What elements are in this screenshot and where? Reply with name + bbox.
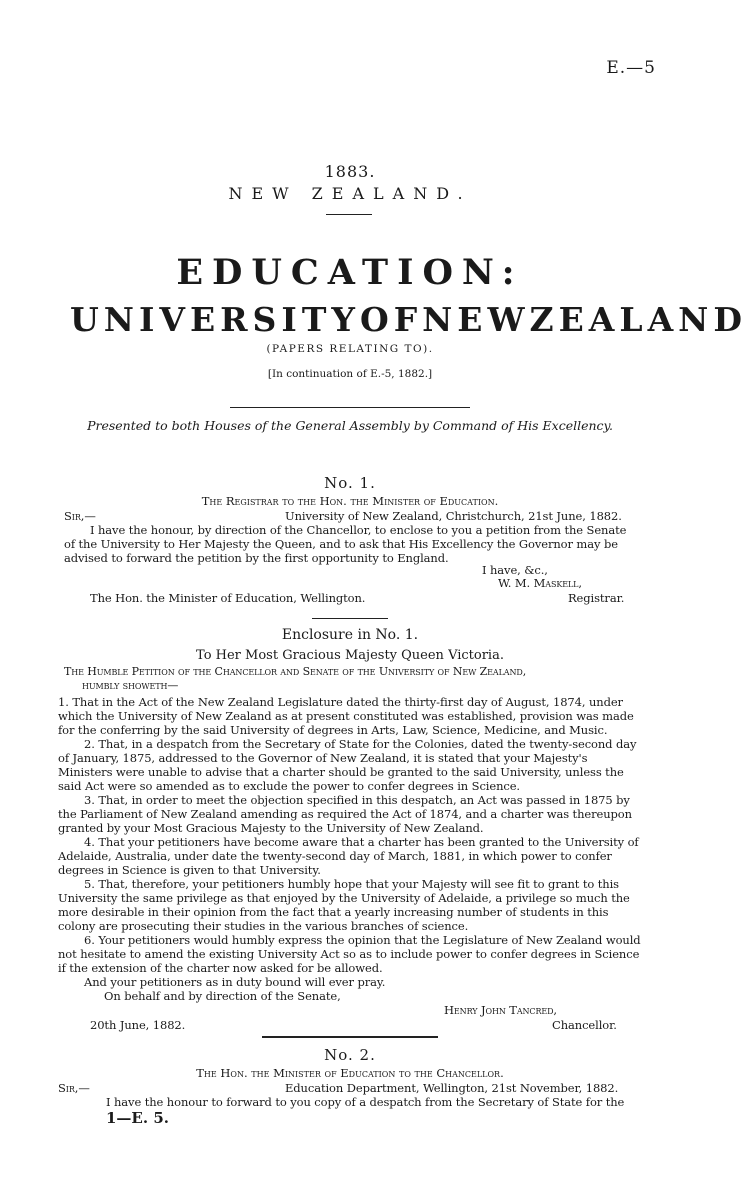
petition-line-1: 1. That in the Act of the New Zealand Legislature dated the thirty-first day of August, 1874, under [58, 695, 623, 709]
enclosure-to: To Her Most Gracious Majesty Queen Victoria. [196, 648, 504, 663]
petition-line-10: granted by your Most Gracious Majesty to the University of New Zealand. [58, 821, 484, 835]
petition-line-17: colony are prosecuting their studies in the various branches of science. [58, 919, 469, 933]
main-title: EDUCATION: [176, 252, 524, 293]
petition-signer-title: Chancellor. [552, 1018, 617, 1032]
title-rule [326, 214, 372, 215]
continuation-note: [In continuation of E.-5, 1882.] [267, 368, 433, 380]
no2-heading: No. 2. [324, 1046, 376, 1064]
no1-closing: I have, &c., [482, 563, 548, 577]
no1-salutation: Sir,— [64, 509, 96, 523]
petition-line-2: which the University of New Zealand as at present constituted was established, provision was made [58, 709, 634, 723]
no2-from-to: The Hon. the Minister of Education to the Chancellor. [196, 1066, 504, 1080]
petition-title-2: humbly showeth— [82, 679, 179, 692]
petition-line-4: 2. That, in a despatch from the Secretary of State for the Colonies, dated the twenty-second day [84, 737, 637, 751]
no2-address: Education Department, Wellington, 21st November, 1882. [285, 1081, 619, 1095]
petition-line-7: said Act were so amended as to exclude the power to confer degrees in Science. [58, 779, 520, 793]
no1-heading: No. 1. [324, 474, 376, 492]
no1-line-3: advised to forward the petition by the first opportunity to England. [64, 551, 449, 565]
petition-line-11: 4. That your petitioners have become aware that a charter has been granted to the University of [84, 835, 639, 849]
no1-from-to: The Registrar to the Hon. the Minister of Education. [201, 494, 499, 508]
signature-mark: 1—E. 5. [106, 1109, 169, 1127]
year: 1883. [324, 162, 376, 181]
no1-line-2: of the University to Her Majesty the Queen, and to ask that His Excellency the Governor may be [64, 537, 618, 551]
petition-title-1: The Humble Petition of the Chancellor and Senate of the University of New Zealand, [64, 665, 527, 678]
petition-signer: Henry John Tancred, [444, 1003, 557, 1017]
petition-line-8: 3. That, in order to meet the objection specified in this despatch, an Act was passed in 1875 by [84, 793, 630, 807]
presented-rule [230, 407, 470, 408]
petition-line-12: Adelaide, Australia, under date the twenty-second day of March, 1881, in which power to confer [58, 849, 612, 863]
enclosure-heading: Enclosure in No. 1. [281, 627, 419, 643]
presented-line: Presented to both Houses of the General Assembly by Command of His Excellency. [87, 418, 613, 433]
subtitle-word-2: OF [359, 300, 423, 339]
petition-line-6: Ministers were unable to advise that a charter should be granted to the said University, unless the [58, 765, 624, 779]
petition-line-5: of January, 1875, addressed to the Governor of New Zealand, it is stated that your Majesty's [58, 751, 588, 765]
no2-salutation: Sir,— [58, 1081, 90, 1095]
no1-line-1: I have the honour, by direction of the Chancellor, to enclose to you a petition from the Senate [90, 523, 627, 537]
subtitle-word-3: NEW [422, 300, 530, 339]
no1-recipient: The Hon. the Minister of Education, Wellington. [90, 591, 366, 605]
no1-signer: W. M. Maskell, [498, 576, 582, 590]
petition-line-15: University the same privilege as that enjoyed by the University of Adelaide, a privilege so much the [58, 891, 630, 905]
subtitle [70, 300, 747, 339]
no2-line-1: I have the honour to forward to you copy of a despatch from the Secretary of State for the [106, 1095, 625, 1109]
petition-line-16: more desirable in their opinion from the fact that a yearly increasing number of students in this [58, 905, 609, 919]
petition-line-3: for the conferring by the said University of degrees in Arts, Law, Science, Medicine, and Music. [58, 723, 608, 737]
petition-line-21: And your petitioners as in duty bound will ever pray. [84, 975, 386, 989]
no1-signer-title: Registrar. [568, 591, 625, 605]
petition-date: 20th June, 1882. [90, 1018, 186, 1032]
enclosure-rule [262, 1036, 438, 1038]
no1-rule [312, 618, 388, 619]
petition-line-18: 6. Your petitioners would humbly express the opinion that the Legislature of New Zealand would [84, 933, 641, 947]
petition-line-13: degrees in Science is given to that University. [58, 863, 321, 877]
page-reference: E.—5 [606, 58, 656, 78]
country-title: NEW ZEALAND. [228, 184, 472, 203]
papers-relating: (PAPERS RELATING TO). [266, 343, 434, 355]
subtitle-word-1: UNIVERSITY [70, 300, 360, 339]
no1-address: University of New Zealand, Christchurch, 21st June, 1882. [285, 509, 622, 523]
petition-line-14: 5. That, therefore, your petitioners humbly hope that your Majesty will see fit to grant to this [84, 877, 619, 891]
petition-line-9: the Parliament of New Zealand amending as required the Act of 1874, and a charter was thereupon [58, 807, 632, 821]
subtitle-word-4: ZEALAND [529, 300, 747, 339]
petition-line-19: not hesitate to amend the existing University Act so as to include power to confer degrees in Science [58, 947, 640, 961]
petition-line-20: if the extension of the charter now asked for be allowed. [58, 961, 383, 975]
petition-behalf: On behalf and by direction of the Senate, [104, 989, 341, 1003]
